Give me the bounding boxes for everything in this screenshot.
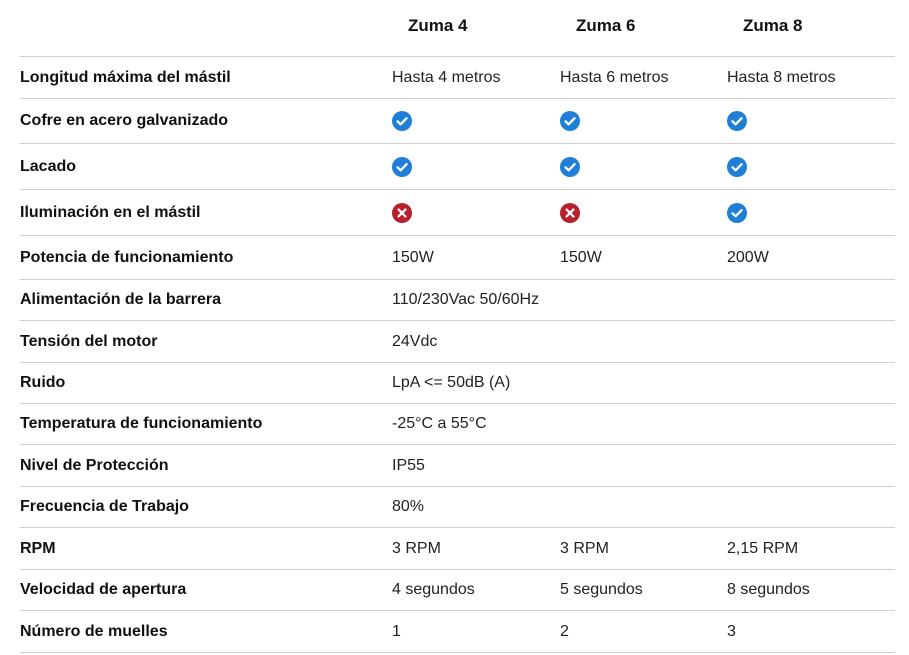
table-row xyxy=(20,611,895,653)
cell-value: 150W xyxy=(560,248,602,266)
table-row xyxy=(20,321,895,363)
table-row xyxy=(20,236,895,280)
cell-value: 1 xyxy=(392,622,401,640)
cell-value: 4 segundos xyxy=(392,581,475,598)
cell-value: 80% xyxy=(392,498,425,515)
cell-value: 3 RPM xyxy=(392,539,441,557)
cell-value: 150W xyxy=(392,248,434,266)
check-icon xyxy=(560,157,580,177)
column-header-zuma-6: Zuma 6 xyxy=(576,16,636,35)
check-icon xyxy=(392,157,412,177)
check-icon xyxy=(727,157,747,177)
row-label: RPM xyxy=(20,539,56,557)
row-label: Número de muelles xyxy=(20,622,168,640)
cell-value: 3 xyxy=(727,622,736,640)
row-label: Frecuencia de Trabajo xyxy=(20,498,189,515)
check-icon xyxy=(727,111,747,131)
row-label: Nivel de Protección xyxy=(20,456,169,474)
table-row xyxy=(20,487,895,528)
cell-value: 2 xyxy=(560,622,569,640)
table-row xyxy=(20,144,895,190)
cell-value: 5 segundos xyxy=(560,581,643,598)
table-row xyxy=(20,363,895,404)
table-row xyxy=(20,570,895,611)
cell-value: 200W xyxy=(727,248,769,266)
cell-value: 2,15 RPM xyxy=(727,539,799,557)
row-label: Longitud máxima del mástil xyxy=(20,68,231,86)
cell-value: Hasta 6 metros xyxy=(560,68,669,86)
table-row xyxy=(20,280,895,321)
cross-icon xyxy=(560,203,580,223)
row-label: Lacado xyxy=(20,157,77,175)
row-label: Cofre en acero galvanizado xyxy=(20,112,229,129)
cell-value: IP55 xyxy=(392,456,425,474)
cell-value: Hasta 8 metros xyxy=(727,68,836,86)
row-label: Tensión del motor xyxy=(20,332,158,350)
cell-value: 8 segundos xyxy=(727,581,810,598)
table-header-row xyxy=(20,0,895,57)
cell-value: -25°C a 55°C xyxy=(392,415,487,432)
table-row xyxy=(20,190,895,236)
column-header-zuma-4: Zuma 4 xyxy=(408,16,468,35)
check-icon xyxy=(392,111,412,131)
cell-value: 24Vdc xyxy=(392,332,438,350)
cell-value: Hasta 4 metros xyxy=(392,68,501,86)
cross-icon xyxy=(392,203,412,223)
row-label: Ruido xyxy=(20,374,66,391)
table-row xyxy=(20,528,895,570)
table-row xyxy=(20,404,895,445)
row-label: Temperatura de funcionamiento xyxy=(20,415,263,432)
check-icon xyxy=(727,203,747,223)
spec-comparison-table xyxy=(20,0,895,653)
table-row xyxy=(20,99,895,144)
table-row xyxy=(20,445,895,487)
cell-value: 110/230Vac 50/60Hz xyxy=(392,291,540,308)
cell-value: LpA <= 50dB (A) xyxy=(392,374,511,391)
row-label: Velocidad de apertura xyxy=(20,581,187,598)
table-row xyxy=(20,57,895,99)
row-label: Potencia de funcionamiento xyxy=(20,248,234,266)
row-label: Iluminación en el mástil xyxy=(20,203,201,221)
column-header-zuma-8: Zuma 8 xyxy=(743,16,803,35)
check-icon xyxy=(560,111,580,131)
cell-value: 3 RPM xyxy=(560,539,609,557)
row-label: Alimentación de la barrera xyxy=(20,291,221,308)
